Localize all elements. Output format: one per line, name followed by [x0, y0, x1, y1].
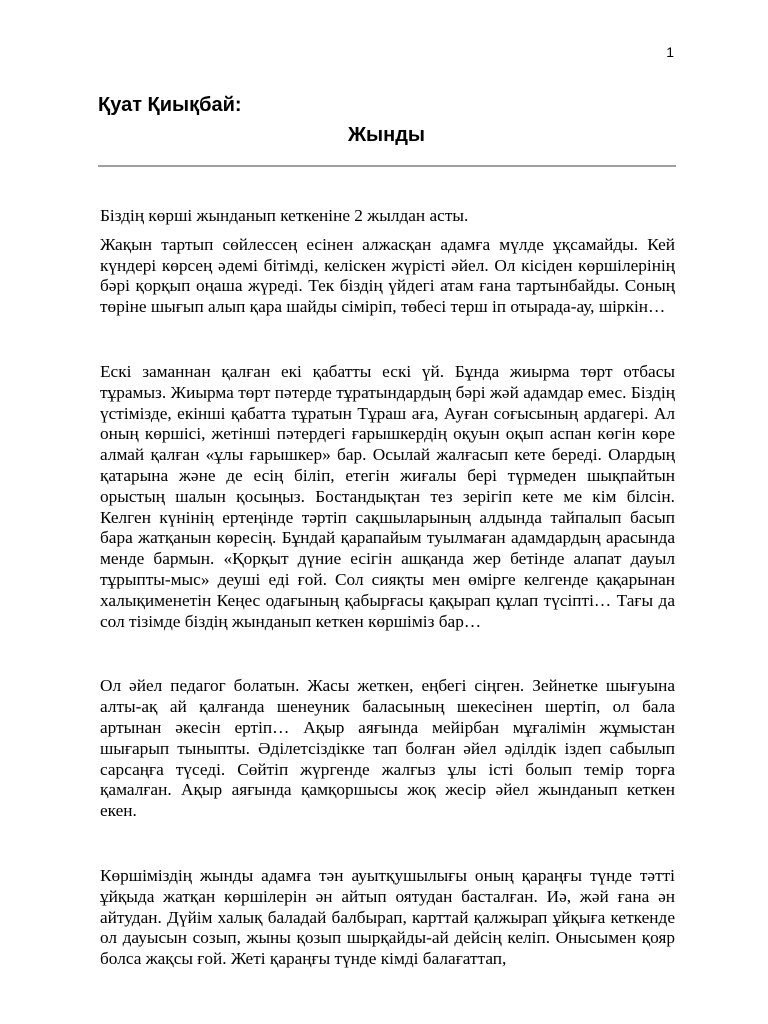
paragraph: Жақын тартып сөйлессең есінен алжасқан адамға мүлде ұқсамайды. Кей күндері көрсең әдемі бітімді, келіскен жүрісті әйел. Ол кісіден көршілерінің бәрі қорқып оңаша жүреді. Тек біздің үйдегі атам ғана тартынбайды. Соның төріне шығып алып қара шайды сіміріп, төбесі терш іп отырада-ау, шіркін…	[100, 234, 675, 317]
paragraph: Көршіміздің жынды адамға тән ауытқушылығы оның қараңғы түнде тәтті ұйқыда жатқан көршілерін ән айтып оятудан басталған. Иә, жәй ғана ән айтудан. Дүйім халық баладай балбырап, карттай қалжырап ұйқыға кеткенде ол дауысын созып, жыны қозып шырқайды-ай дейсің келіп. Онысымен қояр болса жақсы ғой. Жеті қараңғы түнде кімді балағаттап,	[100, 865, 675, 969]
paragraph: Ескі заманнан қалған екі қабатты ескі үй. Бұнда жиырма төрт отбасы тұрамыз. Жиырма төрт пәтерде тұратындардың бәрі жәй адамдар емес. Біздің үстімізде, екінші қабатта тұратын Тұраш аға, Ауған соғысының ардагері. Ал оның көршісі, жетінші пәтердегі ғарышкердің оқуын оқып аспан көгін көре алмай қалған «ұлы ғарышкер» бар. Осылай жалғасып кете береді. Олардың қатарына және де есің біліп, етегін жиғалы бері түрмеден шықпайтын орыстың шалын қосыңыз. Бостандықтан тез зерігіп кете ме кім білсін. Келген күнінің ертеңінде тәртіп сақшыларының алдында тайпалып басып бара жатқанын көресің. Бұндай қарапайым туылмаған адамдардың арасында менде бармын. «Қорқыт дүние есігін ашқанда жер бетінде алапат дауыл тұрыпты-мыс» деуші еді ғой. Сол сияқты мен өмірге келгенде қақарынан халықименетін Кеңес одағының қабырғасы қақырап құлап түсіпті… Тағы да сол тізімде біздің жынданып кеткен көршіміз бар…	[100, 361, 675, 631]
title-divider	[98, 165, 676, 167]
page-number: 1	[666, 44, 674, 60]
author-heading: Қуат Қиықбай:	[98, 94, 242, 116]
paragraph: Ол әйел педагог болатын. Жасы жеткен, еңбегі сіңген. Зейнетке шығуына алты-ақ ай қалғанда шенеуник баласының шекесінен шертіп, ол бала артынан әкесін ертіп… Ақыр аяғында мейірбан мұғалімін жұмыстан шығарып тыныпты. Әділетсіздікке тап болған әйел әділдік іздеп сабылып сарсаңға түседі. Сөйтіп жүргенде жалғыз ұлы істі болып темір торға қамалған. Ақыр аяғында қамқоршысы жоқ жесір әйел жынданып кеткен екен.	[100, 676, 675, 821]
document-body	[100, 206, 675, 970]
document-title: Жынды	[347, 124, 425, 146]
paragraph: Біздің көрші жынданып кеткеніне 2 жылдан асты.	[100, 206, 469, 225]
